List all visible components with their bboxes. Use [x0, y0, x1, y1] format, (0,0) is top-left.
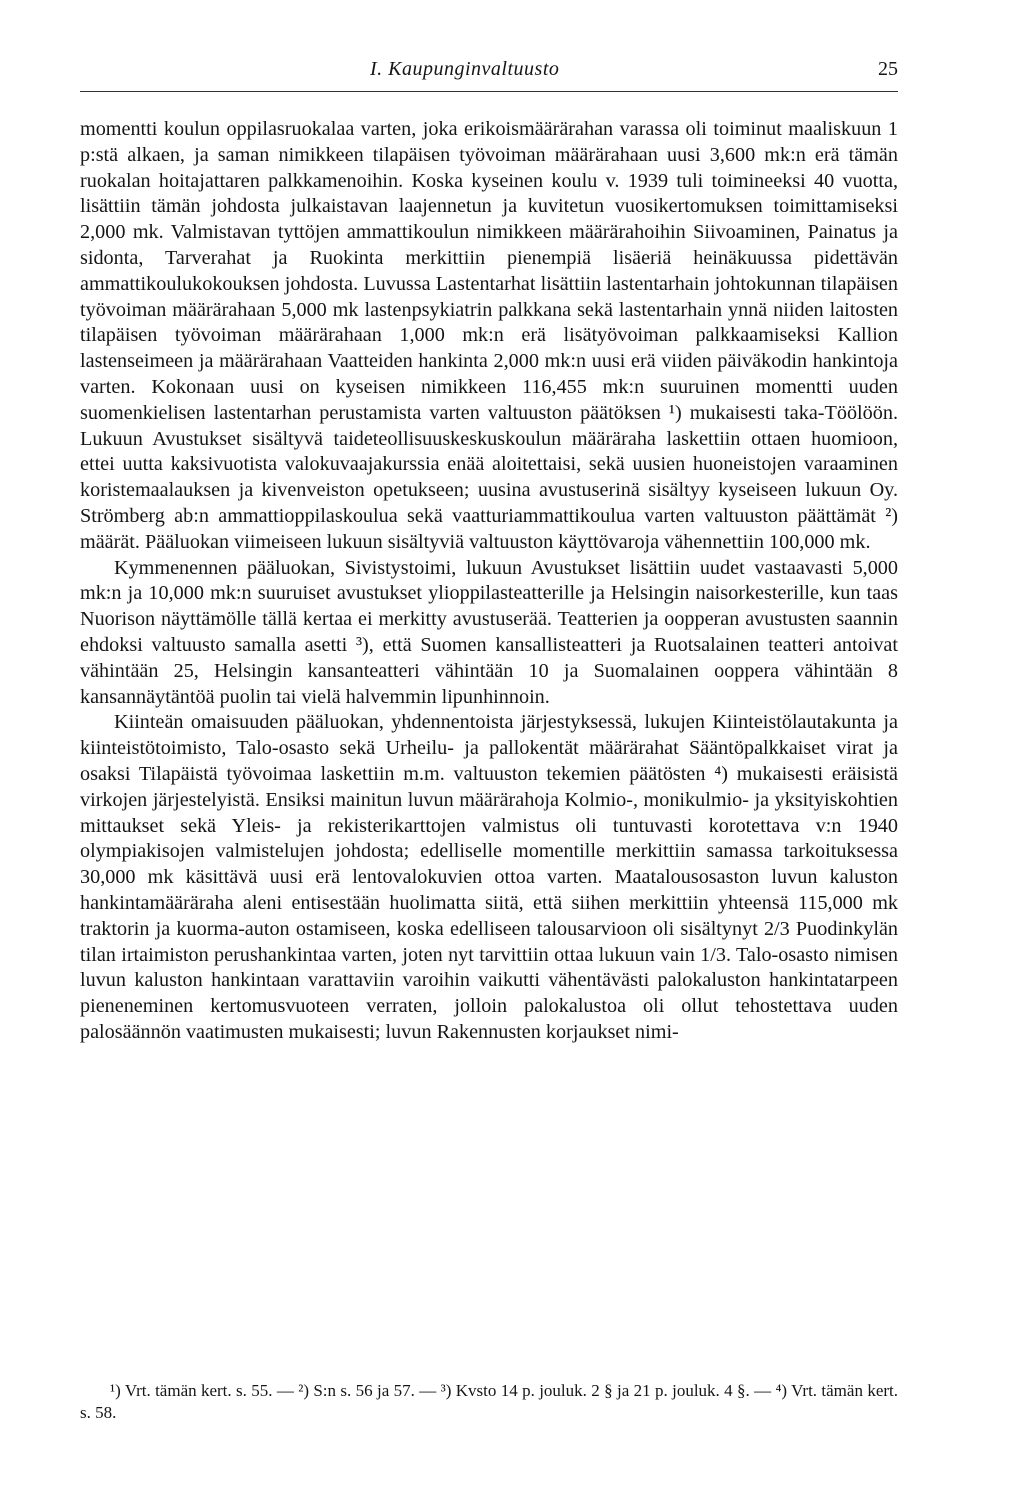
paragraph: Kiinteän omaisuuden pääluokan, yhdennentoista järjestyksessä, lukujen Kiinteistölautakunta ja kiinteistötoimisto, Talo-osasto sekä Urheilu- ja pallokentät määrärahat Sääntöpalkkaiset virat ja osaksi Tilapäistä työvoimaa laskettiin m.m. valtuuston tekemien päätösten ⁴) mukaisesti eräisistä virkojen järjestelyistä. Ensiksi mainitun luvun määrärahoja Kolmio-, monikulmio- ja yksityiskohtien mittaukset sekä Yleis- ja rekisterikarttojen valmistus oli tuntuvasti korotettava v:n 1940 olympiakisojen valmistelujen johdosta; edelliselle momentille merkittiin samassa tarkoituksessa 30,000 mk käsittävä uusi erä lentovalokuvien ottoa varten. Maatalousosaston luvun kaluston hankintamääräraha aleni entisestään huolimatta siitä, että siihen merkittiin yhteensä 115,000 mk traktorin ja kuorma-auton ostamiseen, koska edelliseen talousarvioon oli sisältynyt 2/3 Puodinkylän tilan irtaimiston perushankintaa varten, joten nyt tarvittiin ottaa lukuun vain 1/3. Talo-osasto nimisen luvun kaluston hankintaan varattaviin varoihin vaikutti vähentävästi palokaluston hankintatarpeen pieneneminen kertomusvuoteen verraten, jolloin palokalustoa oli ollut tehostettava uuden palosäännön vaatimusten mukaisesti; luvun Rakennusten korjaukset nimi- — [80, 711, 898, 1043]
header-rule — [80, 91, 898, 92]
page-number: 25 — [878, 58, 898, 80]
body-text — [80, 117, 898, 1046]
running-header — [80, 58, 898, 88]
document-page — [80, 0, 898, 1485]
paragraph: Kymmenennen pääluokan, Sivistystoimi, lukuun Avustukset lisättiin uudet vastaavasti 5,000 mk:n ja 10,000 mk:n suuruiset avustukset ylioppilasteatterille ja Helsingin naisorkesterille, kun taas Nuorison näyttämölle tällä kertaa ei merkitty avustuserää. Teatterien ja oopperan avustusten saannin ehdoksi valtuusto samalla asetti ³), että Suomen kansallisteatteri ja Ruotsalainen teatteri antoivat vähintään 25, Helsingin kansanteatteri vähintään 10 ja Suomalainen ooppera vähintään 8 kansannäytäntöä puolin tai vielä halvemmin lipunhinnoin. — [80, 556, 898, 708]
footnote-text: ¹) Vrt. tämän kert. s. 55. — ²) S:n s. 56 ja 57. — ³) Kvsto 14 p. jouluk. 2 § ja 21 p. jouluk. 4 §. — ⁴) Vrt. tämän kert. s. 58. — [80, 1381, 898, 1422]
paragraph: momentti koulun oppilasruokalaa varten, joka erikoismäärärahan varassa oli toiminut maaliskuun 1 p:stä alkaen, ja saman nimikkeen tilapäisen työvoiman määrärahaan uusi 3,600 mk:n erä tämän ruokalan hoitajattaren palkkamenoihin. Koska kyseinen koulu v. 1939 tuli toimineeksi 40 vuotta, lisättiin tämän johdosta julkaistavan laajennetun ja kuvitetun vuosikertomuksen toimittamiseksi 2,000 mk. Valmistavan tyttöjen ammattikoulun nimikkeen määrärahoihin Siivoaminen, Painatus ja sidonta, Tarverahat ja Ruokinta merkittiin pienempiä lisäeriä heinäkuussa pidettävän ammattikoulukokouksen johdosta. Luvussa Lastentarhat lisättiin lastentarhain johtokunnan tilapäisen työvoiman määrärahaan 5,000 mk lastenpsykiatrin palkkana sekä lastentarhain ynnä niiden laitosten tilapäisen työvoiman määrärahaan 1,000 mk:n erä lisätyövoiman palkkaamiseksi Kallion lastenseimeen ja määrärahaan Vaatteiden hankinta 2,000 mk:n uusi erä viiden päiväkodin hankintoja varten. Kokonaan uusi on kyseisen nimikkeen 116,455 mk:n suuruinen momentti uuden suomenkielisen lastentarhan perustamista varten valtuuston päätöksen ¹) mukaisesti taka-Töölöön. Lukuun Avustukset sisältyvä taideteollisuuskeskuskoulun määräraha laskettiin ottaen huomioon, ettei uutta kaksivuotista valokuvaajakurssia enää aloitettaisi, sekä uusien huoneistojen varaaminen koristemaalauksen ja kivenveiston opetukseen; uusina avustuserinä sisältyy kyseiseen lukuun Oy. Strömberg ab:n ammattioppilaskoulua sekä vaatturiammattikoulua varten valtuuston päättämät ²) määrät. Pääluokan viimeiseen lukuun sisältyviä valtuuston käyttövaroja vähennettiin 100,000 mk. — [80, 118, 898, 553]
section-title: I. Kaupunginvaltuusto — [370, 58, 560, 80]
footnotes — [80, 1380, 898, 1424]
